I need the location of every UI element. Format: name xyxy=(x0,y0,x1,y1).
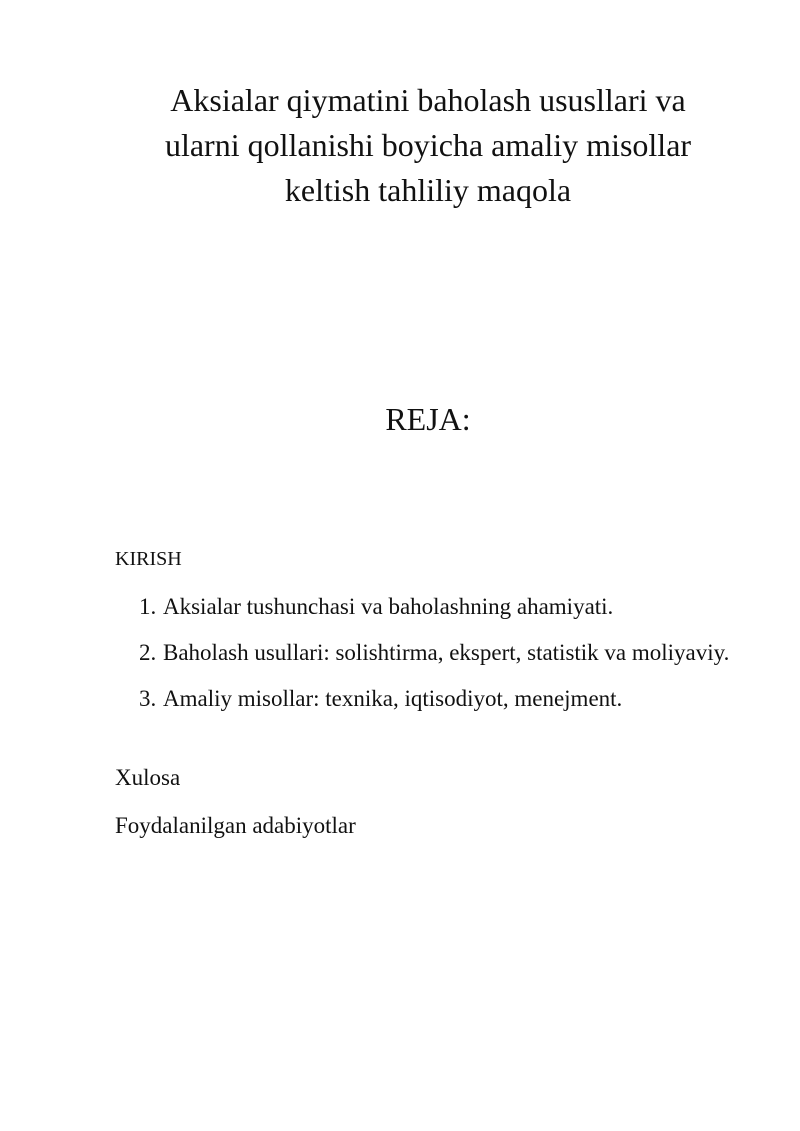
title-line: Aksialar qiymatini baholash ususllari va xyxy=(170,82,686,118)
conclusion-label: Xulosa xyxy=(115,765,181,790)
title-line: keltish tahliliy maqola xyxy=(284,172,572,208)
plan-list xyxy=(115,589,755,727)
plan-item xyxy=(115,681,755,716)
plan-item-number: 2. xyxy=(139,640,157,665)
plan-item-number: 1. xyxy=(139,594,157,619)
plan-item xyxy=(115,635,755,670)
plan-item-number: 3. xyxy=(139,686,157,711)
references-label: Foydalanilgan adabiyotlar xyxy=(115,813,356,838)
plan-item-text: Aksialar tushunchasi va baholashning ahamiyati. xyxy=(163,594,614,619)
plan-item-text: Baholash usullari: solishtirma, ekspert, statistik va moliyaviy. xyxy=(163,640,730,665)
plan-heading: REJA: xyxy=(385,401,471,437)
title-line: ularni qollanishi boyicha amaliy misollar xyxy=(164,127,692,163)
plan-item-text: Amaliy misollar: texnika, iqtisodiyot, menejment. xyxy=(163,686,623,711)
document-title xyxy=(120,78,736,213)
plan-item xyxy=(115,589,755,624)
intro-label: KIRISH xyxy=(115,548,182,570)
